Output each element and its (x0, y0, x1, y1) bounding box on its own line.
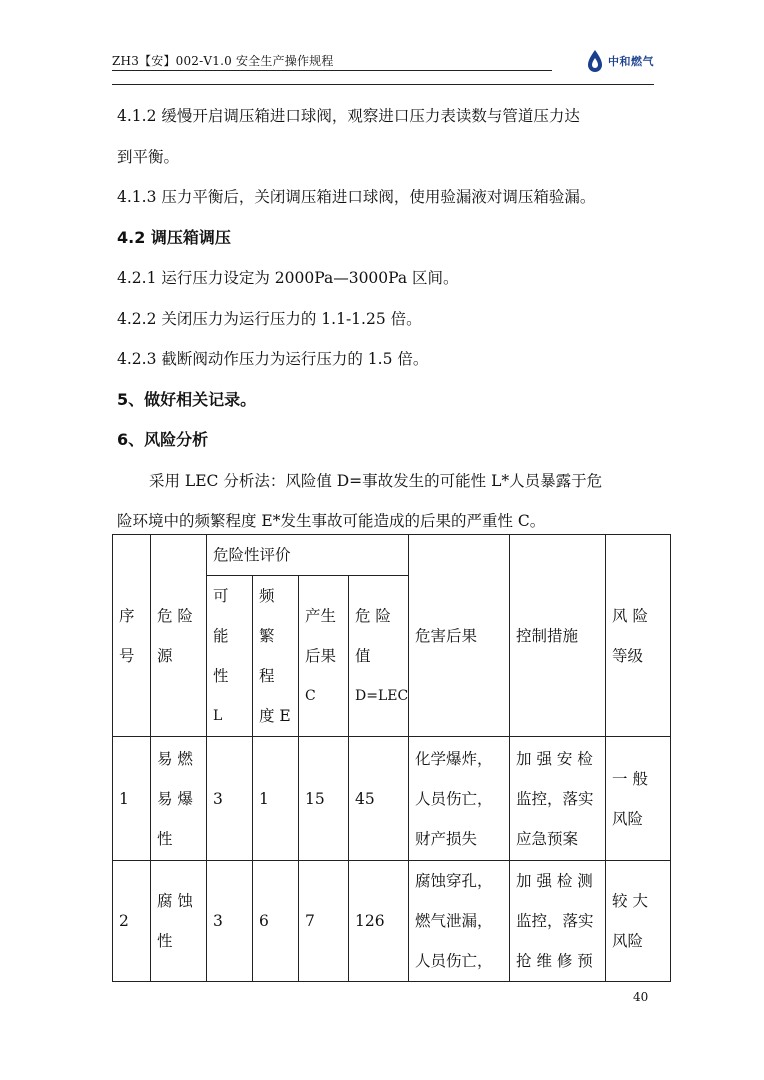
flame-drop-icon (586, 49, 604, 73)
body-content (117, 96, 657, 542)
doc-code: ZH3【安】002-V1.0 安全生产操作规程 (112, 54, 334, 68)
cell-level: 较 大 风险 (606, 861, 671, 982)
header-likelihood: 可 能 性 L (207, 576, 253, 737)
heading-6: 6、风险分析 (117, 430, 209, 449)
cell-d: 126 (349, 861, 409, 982)
heading-4-2: 4.2 调压箱调压 (117, 227, 231, 247)
cell-source: 易 燃 易 爆 性 (151, 737, 207, 861)
cell-control: 加 强 安 检 监控，落实 应急预案 (510, 737, 606, 861)
header-risk-level: 风 险 等级 (606, 535, 671, 737)
header-exposure: 频 繁 程 度 E (253, 576, 299, 737)
paragraph-4-1-2-cont: 到平衡。 (117, 147, 180, 166)
page-header (112, 48, 654, 84)
header-hazard-source: 危 险 源 (151, 535, 207, 737)
paragraph-4-1-3: 4.1.3 压力平衡后，关闭调压箱进口球阀，使用验漏液对调压箱验漏。 (117, 188, 596, 206)
lec-paragraph-line1: 采用 LEC 分析法：风险值 D=事故发生的可能性 L*人员暴露于危 (149, 471, 603, 490)
paragraph-4-2-1: 4.2.1 运行压力设定为 2000Pa—3000Pa 区间。 (117, 269, 459, 287)
cell-l: 3 (207, 737, 253, 861)
cell-c: 7 (299, 861, 349, 982)
header-rule (112, 84, 654, 85)
header-consequence-c: 产生 后果 C (299, 576, 349, 737)
logo-text: 中和燃气 (608, 55, 654, 68)
cell-l: 3 (207, 861, 253, 982)
cell-no: 1 (113, 737, 151, 861)
cell-d: 45 (349, 737, 409, 861)
cell-e: 1 (253, 737, 299, 861)
header-risk-value: 危 险 值 D=LEC (349, 576, 409, 737)
header-control-measures: 控制措施 (510, 535, 606, 737)
header-underline (112, 70, 552, 71)
cell-consequence: 化学爆炸， 人员伤亡， 财产损失 (409, 737, 510, 861)
header-consequence: 危害后果 (409, 535, 510, 737)
paragraph-4-2-3: 4.2.3 截断阀动作压力为运行压力的 1.5 倍。 (117, 350, 429, 368)
cell-c: 15 (299, 737, 349, 861)
cell-e: 6 (253, 861, 299, 982)
company-logo (586, 48, 654, 74)
paragraph-4-2-2: 4.2.2 关闭压力为运行压力的 1.1-1.25 倍。 (117, 309, 422, 328)
header-no: 序 号 (113, 535, 151, 737)
cell-consequence: 腐蚀穿孔， 燃气泄漏， 人员伤亡， (409, 861, 510, 982)
table-row (113, 737, 671, 861)
header-risk-evaluation: 危险性评价 (207, 535, 409, 576)
paragraph-4-1-2: 4.1.2 缓慢开启调压箱进口球阀，观察进口压力表读数与管道压力达 (117, 107, 580, 125)
cell-control: 加 强 检 测 监控，落实 抢 维 修 预 (510, 861, 606, 982)
heading-5: 5、做好相关记录。 (117, 389, 257, 409)
cell-level: 一 般 风险 (606, 737, 671, 861)
lec-paragraph-line2: 险环境中的频繁程度 E*发生事故可能造成的后果的严重性 C。 (117, 512, 546, 530)
page-number: 40 (633, 990, 649, 1004)
table-row (113, 861, 671, 982)
risk-analysis-table (112, 534, 671, 982)
cell-source: 腐 蚀 性 (151, 861, 207, 982)
cell-no: 2 (113, 861, 151, 982)
